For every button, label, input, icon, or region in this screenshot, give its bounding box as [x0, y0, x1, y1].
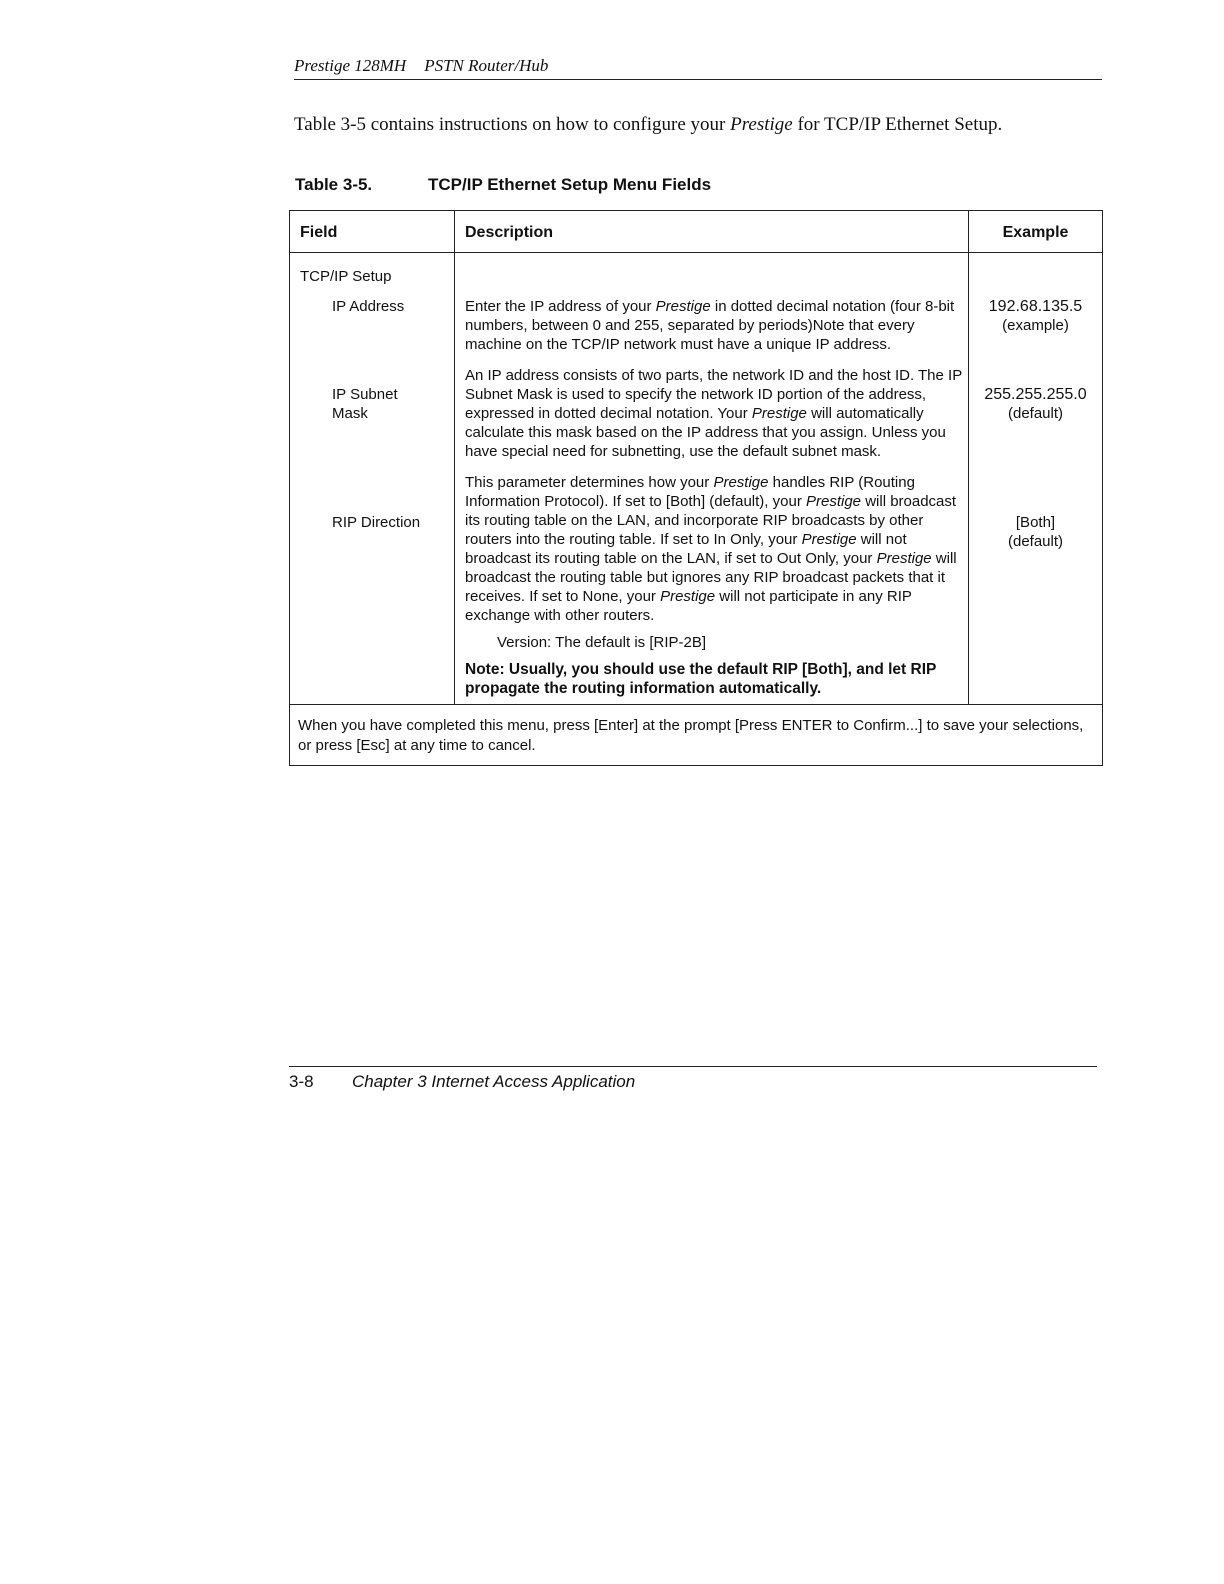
intro-text-after: for TCP/IP Ethernet Setup. — [792, 114, 1003, 135]
description-ip-address: Enter the IP address of your Prestige in dotted decimal notation (four 8-bit numbers, between 0 and 255, separated by periods)Note that every machine on the TCP/IP network must have a unique IP address. — [465, 298, 955, 353]
setup-fields-table — [289, 210, 1103, 766]
description-column — [455, 253, 969, 704]
intro-text-before: Table 3-5 contains instructions on how to configure your — [294, 114, 731, 135]
description-rip-direction: This parameter determines how your Prestige handles RIP (Routing Information Protocol). If set to [Both] (default), your Prestige will broadcast its routing table on the LAN, and incorporate RIP broadcasts by other routers into the routing table. If set to In Only, your Prestige will not broadcast its routing table on the LAN, if set to Out Only, your Prestige will broadcast the routing table but ignores any RIP broadcast packets that it receives. If set to None, your Prestige will not participate in any RIP exchange with other routers. — [465, 474, 957, 624]
field-ip-subnet-line1: IP Subnet — [332, 386, 398, 403]
example-subnet-value: 255.255.255.0 — [984, 386, 1087, 403]
header-subtitle: PSTN Router/Hub — [424, 56, 549, 75]
rip-note: Note: Usually, you should use the default RIP [Both], and let RIP propagate the routing information automatically. — [465, 661, 937, 697]
field-ip-subnet-mask — [300, 385, 454, 513]
column-header-field: Field — [290, 211, 455, 252]
field-column — [290, 253, 455, 704]
column-header-example: Example — [1002, 224, 1069, 241]
example-ip-address-value: 192.68.135.5 — [988, 298, 1083, 315]
column-header-description: Description — [455, 211, 969, 252]
table-footer-instructions: When you have completed this menu, press [Enter] at the prompt [Press ENTER to Confirm...] to save your selections, or press [Esc] at any time to cancel. — [290, 704, 1102, 765]
page-number: 3-8 — [289, 1072, 314, 1091]
table-number: Table 3-5. — [295, 175, 373, 194]
header-product: Prestige 128MH — [294, 56, 407, 75]
example-rip-value: [Both] — [1015, 514, 1056, 531]
table-caption — [295, 175, 711, 195]
rip-version-default: Version: The default is [RIP-2B] — [497, 634, 706, 651]
example-column — [969, 253, 1102, 704]
example-rip-note: (default) — [1007, 533, 1064, 550]
chapter-label: Chapter 3 — [352, 1072, 427, 1091]
field-group-tcpip-setup: TCP/IP Setup — [300, 268, 392, 285]
description-ip-subnet-mask: An IP address consists of two parts, the network ID and the host ID. The IP Subnet Mask is used to specify the network ID portion of the address, expressed in dotted decimal notation. Your Prestige will automatically calculate this mask based on the IP address that you assign. Unless you have special need for subnetting, use the default subnet mask. — [465, 367, 962, 460]
field-ip-subnet-line2: Mask — [332, 405, 368, 422]
page-footer — [289, 1066, 1097, 1092]
running-header — [294, 56, 1102, 80]
intro-emphasis: Prestige — [730, 114, 793, 135]
example-subnet — [969, 385, 1102, 501]
example-rip — [969, 513, 1102, 551]
chapter-title: Internet Access Application — [431, 1072, 636, 1091]
field-rip-direction: RIP Direction — [332, 514, 421, 531]
field-ip-address: IP Address — [332, 298, 405, 315]
intro-paragraph — [294, 114, 1114, 136]
table-header-row — [290, 211, 1102, 253]
example-ip-address — [969, 297, 1102, 373]
table-body-row — [290, 253, 1102, 704]
table-title: TCP/IP Ethernet Setup Menu Fields — [428, 175, 712, 194]
example-ip-address-note: (example) — [1002, 317, 1069, 334]
example-subnet-note: (default) — [1007, 405, 1064, 422]
